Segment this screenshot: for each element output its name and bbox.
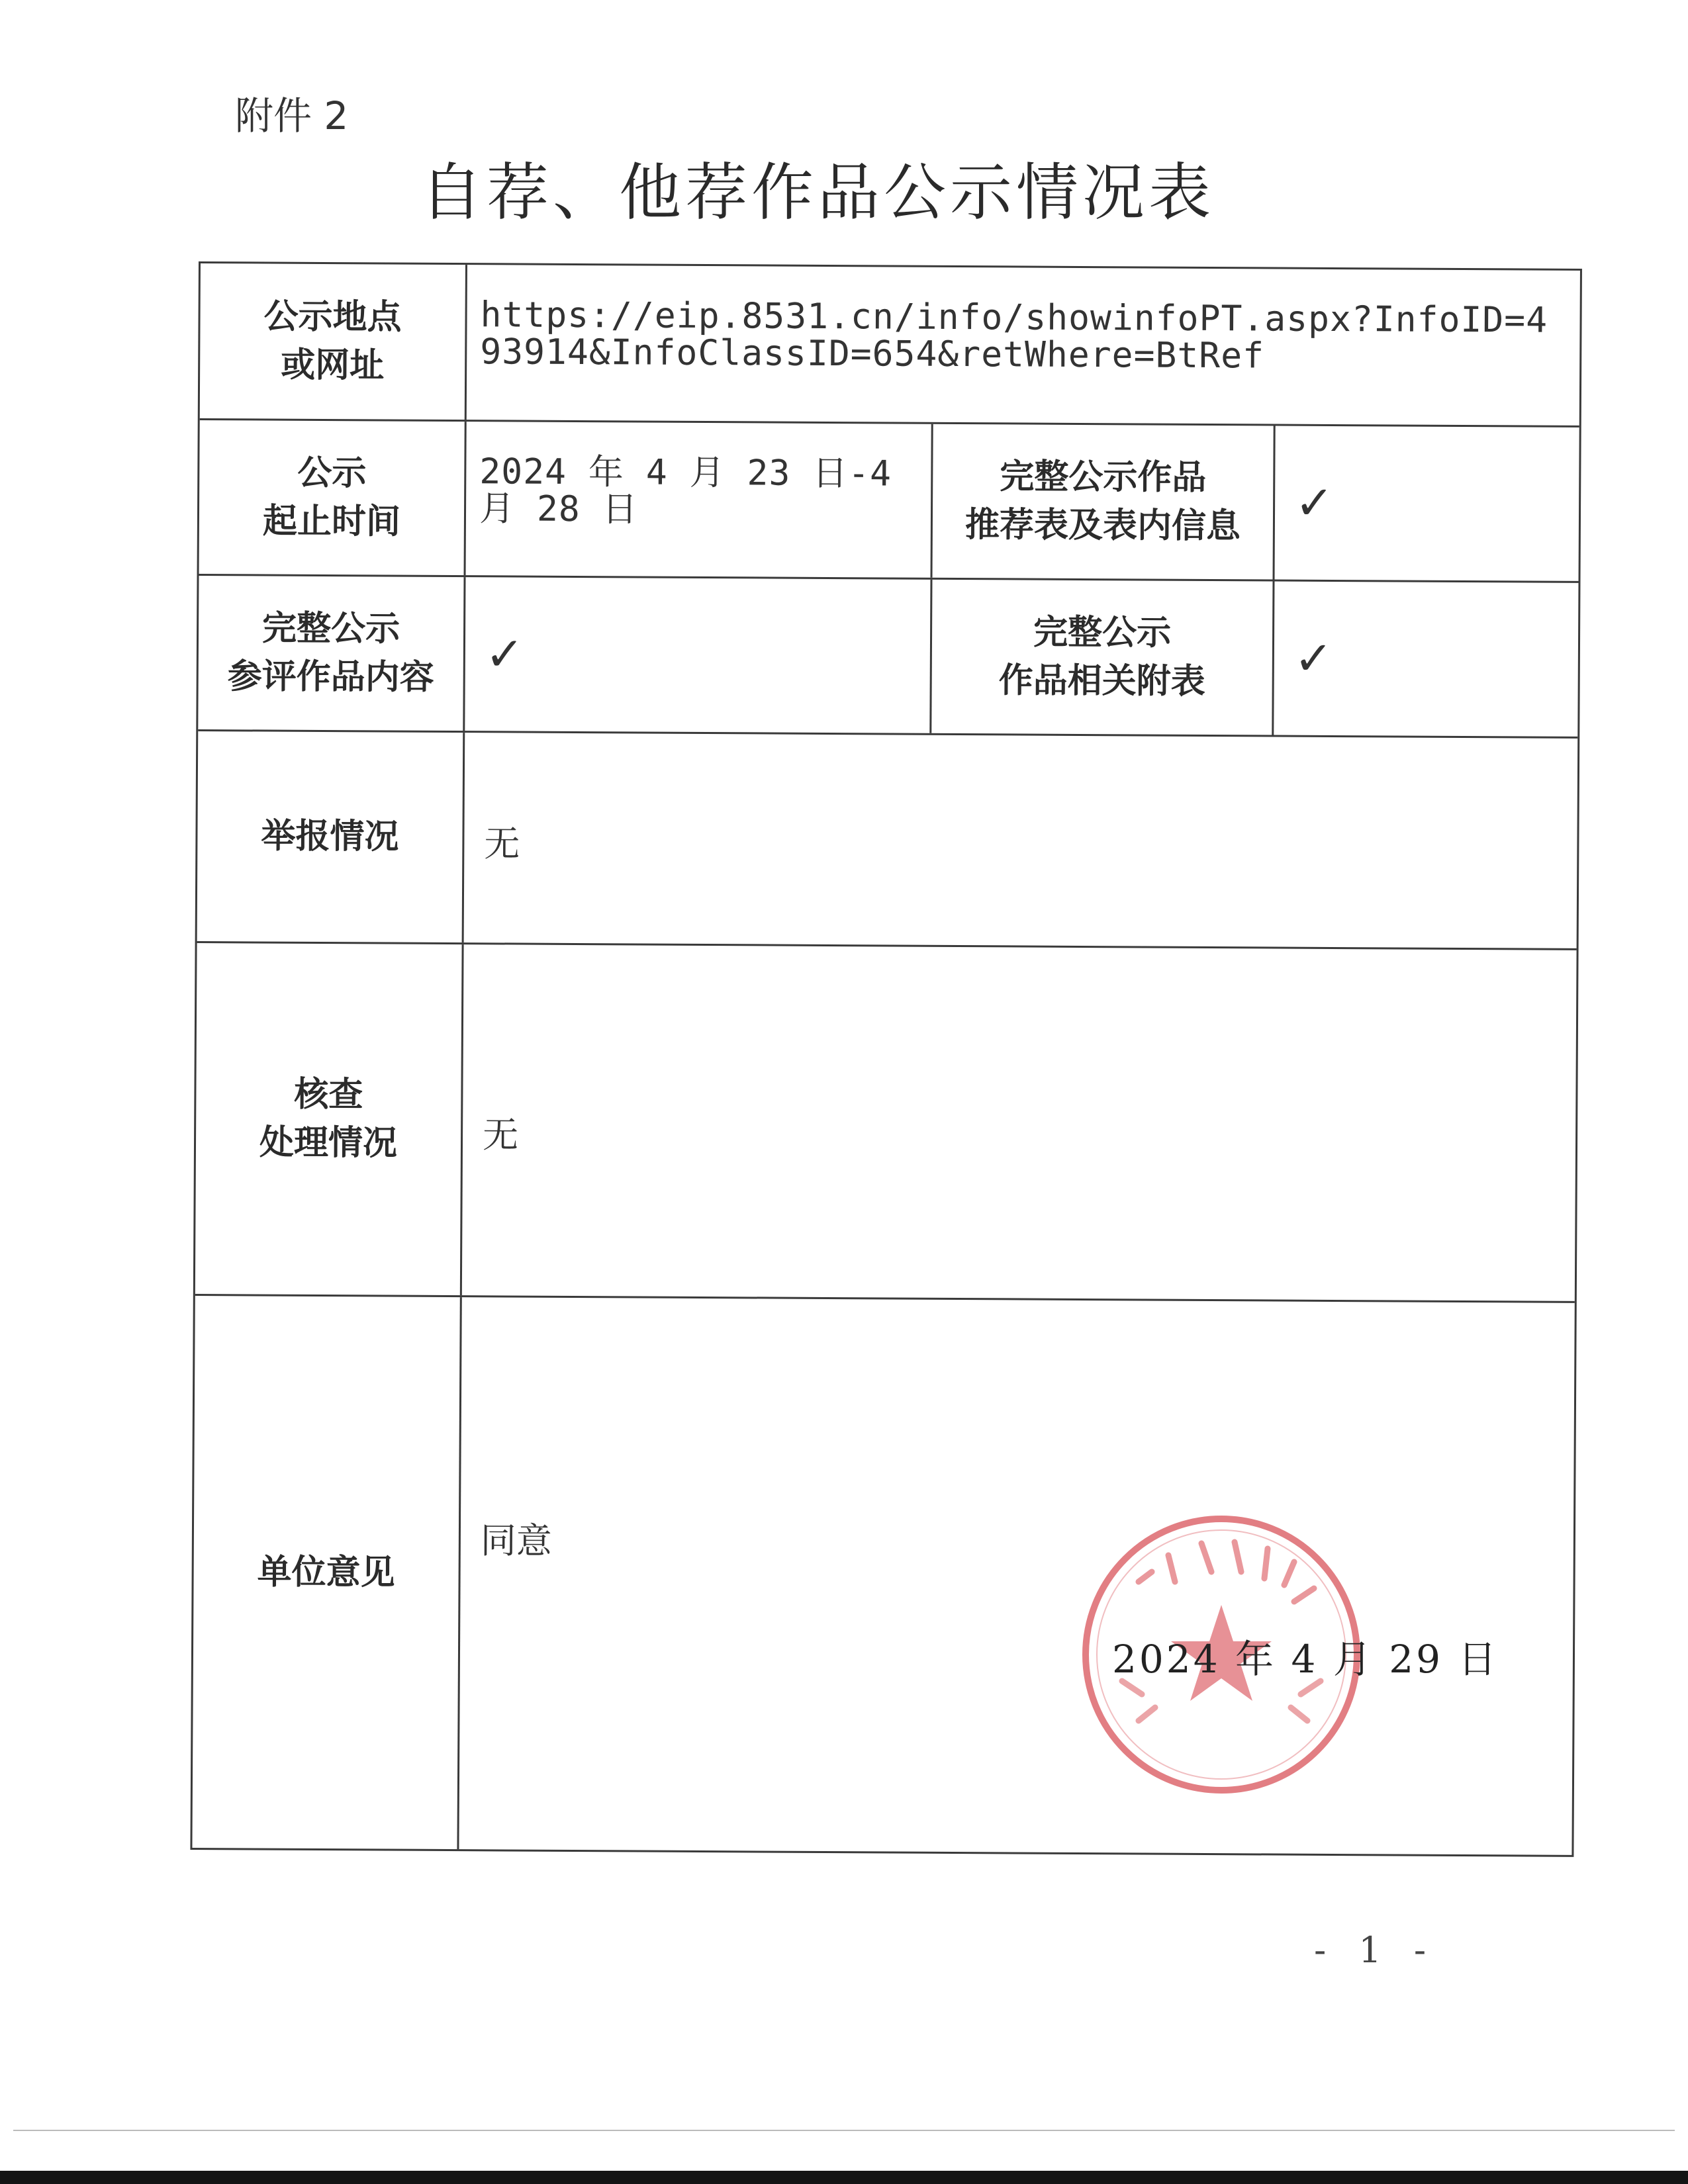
attachment-label: 附件 2 [235,93,349,138]
review-value: 无 [482,1114,519,1156]
scan-edge-line [13,2130,1675,2131]
row-opinion [192,1296,1574,1855]
content-label: 完整公示 参评作品内容 [198,576,465,731]
attach-label: 完整公示 作品相关附表 [931,580,1274,735]
row-report [197,731,1578,950]
period-label: 公示 起止时间 [199,420,467,575]
row-period [199,420,1579,583]
opinion-value: 同意 [480,1520,553,1562]
rec-form-label: 完整公示作品 推荐表及表内信息 [933,424,1276,580]
sign-date: 2024 年 4 月 29 日 [1112,1637,1499,1682]
review-label: 核查 处理情况 [195,943,464,1295]
report-value: 无 [484,823,520,865]
publicity-form-table [190,261,1582,1857]
location-url: https://eip.8531.cn/info/showinfoPT.aspx?InfoID=493914&InfoClassID=654&retWhere=BtRef [480,295,1548,377]
report-label: 举报情况 [197,731,465,942]
location-label: 公示地点 或网址 [200,263,467,420]
attach-check-icon: ✓ [1293,631,1333,686]
period-value: 2024 年 4 月 23 日-4 月 28 日 [466,422,933,578]
row-content [198,576,1578,739]
page-number: - 1 - [1314,1929,1437,1971]
rec-form-check-icon: ✓ [1294,475,1334,530]
page-title: 自荐、他荐作品公示情况表 [420,157,1215,229]
scan-bottom-bar [0,2171,1688,2184]
opinion-label: 单位意见 [192,1296,461,1849]
row-location [200,263,1580,428]
content-check-icon: ✓ [465,577,932,733]
row-review [195,943,1577,1303]
